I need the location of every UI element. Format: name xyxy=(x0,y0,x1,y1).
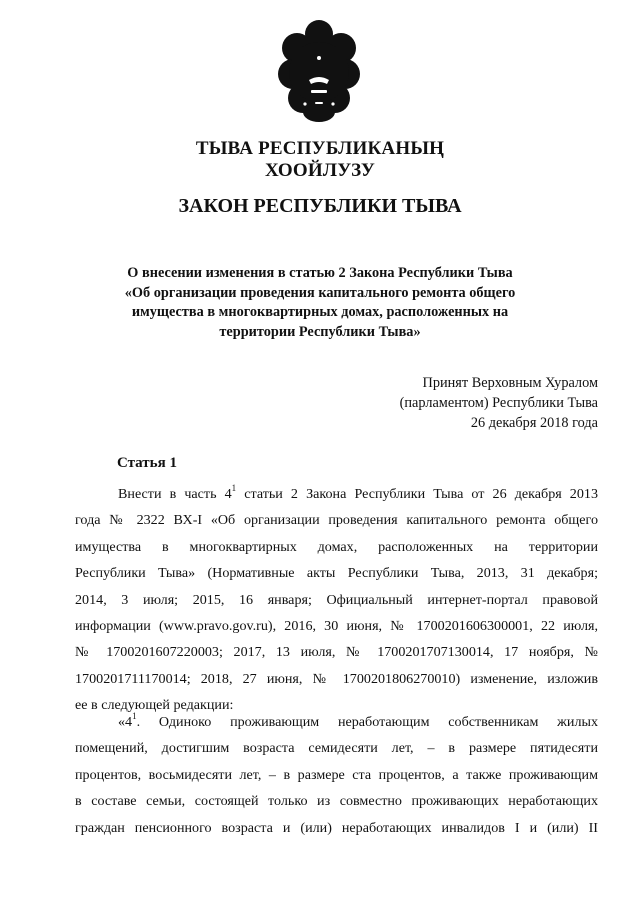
text-fragment: Внести в часть 4 xyxy=(118,486,232,502)
paragraph-line: 2014, 3 июля; 2015, 16 января; Официальный интернет-портал правовой xyxy=(75,591,598,608)
paragraph-line: ее в следующей редакции: xyxy=(75,697,234,714)
superscript: 1 xyxy=(132,711,137,722)
paragraph-line: года № 2322 ВХ-I «Об организации проведения капитального ремонта общего xyxy=(75,512,598,529)
paragraph-line: имущества в многоквартирных домах, расположенных на территории xyxy=(75,538,598,555)
law-subject xyxy=(110,264,530,342)
paragraph-line xyxy=(75,481,598,507)
coat-of-arms-icon xyxy=(275,18,363,126)
adoption-line: 26 декабря 2018 года xyxy=(470,415,598,431)
paragraph-line xyxy=(75,709,598,735)
text-fragment: статьи 2 Закона Республики Тыва от 26 декабря 2013 xyxy=(236,486,598,502)
paragraph-line: граждан пенсионного возраста и (или) неработающих инвалидов I и (или) II xyxy=(75,819,598,836)
subject-line: имущества в многоквартирных домах, расположенных на xyxy=(131,304,509,320)
paragraph-line: информации (www.pravo.gov.ru), 2016, 30 июня, № 1700201606300001, 22 июля, xyxy=(75,617,598,634)
paragraph-line: 1700201711170014; 2018, 27 июня, № 1700201806270010) изменение, изложив xyxy=(75,670,598,687)
adoption-note xyxy=(400,373,598,433)
law-title: ЗАКОН РЕСПУБЛИКИ ТЫВА xyxy=(178,195,462,217)
paragraph-line: помещений, достигшим возраста семидесяти лет, – в размере пятидесяти xyxy=(75,740,598,757)
subject-line: территории Республики Тыва» xyxy=(219,323,421,340)
paragraph-line: процентов, восьмидесяти лет, – в размере ста процентов, а также проживающим xyxy=(75,766,598,783)
header-line-2: ХООЙЛУЗУ xyxy=(264,160,376,181)
subject-line: «Об организации проведения капитального ремонта общего xyxy=(124,284,516,301)
subject-line: О внесении изменения в статью 2 Закона Республики Тыва xyxy=(127,265,513,281)
header-line-1: ТЫВА РЕСПУБЛИКАНЫҢ xyxy=(195,138,445,159)
adoption-line: (парламентом) Республики Тыва xyxy=(399,395,598,411)
text-fragment: . Одиноко проживающим неработающим собственникам жилых xyxy=(136,714,598,730)
adoption-line: Принят Верховным Хуралом xyxy=(422,375,598,391)
paragraph-line: в составе семьи, состоящей только из совместно проживающих неработающих xyxy=(75,793,598,810)
article-heading: Статья 1 xyxy=(117,455,177,471)
superscript: 1 xyxy=(231,483,237,494)
article-paragraph-2 xyxy=(75,709,598,841)
paragraph-line: № 1700201607220003; 2017, 13 июля, № 1700201707130014, 17 ноября, № xyxy=(75,644,598,661)
text-fragment: «4 xyxy=(118,714,133,730)
paragraph-line: Республики Тыва» (Нормативные акты Республики Тыва, 2013, 31 декабря; xyxy=(75,565,598,582)
